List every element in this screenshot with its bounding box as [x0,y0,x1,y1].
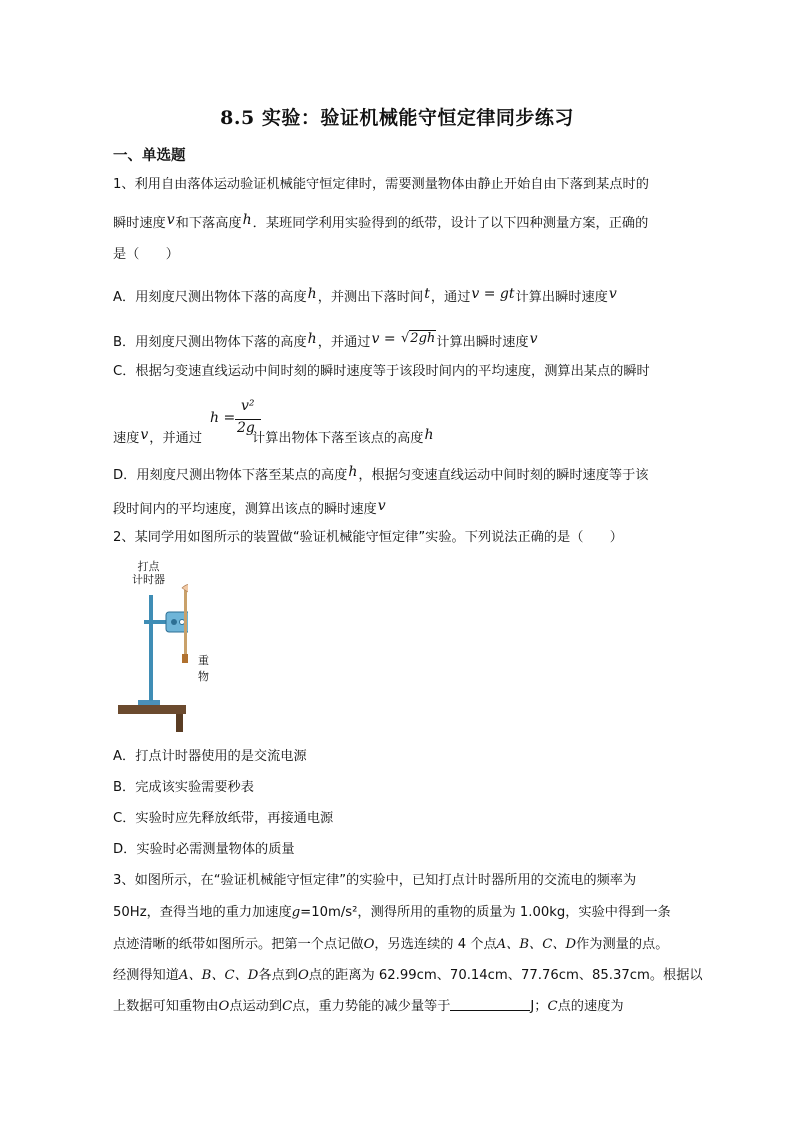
q2-option-c: C．实验时应先释放纸带，再接通电源 [113,811,334,826]
q2-option-d: D．实验时必需测量物体的质量 [113,842,295,857]
q3-line1: 3、如图所示，在“验证机械能守恒定律”的实验中，已知打点计时器所用的交流电的频率为 [113,873,637,888]
timer-label: 打点 计时器 [132,560,165,586]
q1-stem-line2: 瞬时速度v和下落高度h．某班同学利用实验得到的纸带，设计了以下四种测量方案，正确的 [113,212,649,231]
q1-option-a: A．用刻度尺测出物体下落的高度h，并测出下落时间t，通过v = gt计算出瞬时速度v [113,286,617,305]
q3-line4: 经测得知道A、B、C、D各点到O点的距离为 62.99cm、70.14cm、77.76cm、85.37cm。根据以 [113,968,703,983]
q2-stem: 2、某同学用如图所示的装置做“验证机械能守恒定律”实验。下列说法正确的是（ ） [113,530,623,545]
q1-option-d-line1: D．用刻度尺测出物体下落至某点的高度h，根据匀变速直线运动中间时刻的瞬时速度等于该 [113,464,649,483]
q2-option-b: B．完成该实验需要秒表 [113,780,254,795]
q1-option-b: B．用刻度尺测出物体下落的高度h，并通过v = √2gh计算出瞬时速度v [113,331,538,350]
q3-line2: 50Hz，查得当地的重力加速度g=10m/s²，测得所用的重物的质量为 1.00kg，实验中得到一条 [113,905,671,920]
answer-blank[interactable] [450,998,530,1011]
q2-option-a: A．打点计时器使用的是交流电源 [113,749,307,764]
q3-line5: 上数据可知重物由O点运动到C点，重力势能的减少量等于 J；C点的速度为 [113,999,624,1014]
q3-line3: 点迹清晰的纸带如图所示。把第一个点记做O，另选连续的 4 个点A、B、C、D作为测量的点。 [113,937,669,952]
q1-option-c-line2: 速度v，并通过 计算出物体下落至该点的高度h [113,427,434,446]
q1-stem-line1: 1、利用自由落体运动验证机械能守恒定律时，需要测量物体由静止开始自由下落到某点时的 [113,177,649,192]
apparatus-figure [116,560,209,732]
q1-option-d-line2: 段时间内的平均速度，测算出该点的瞬时速度v [113,498,386,517]
sqrt-formula: √2gh [401,331,436,346]
section-heading: 一、单选题 [113,148,186,164]
q1-option-c-line1: C．根据匀变速直线运动中间时刻的瞬时速度等于该段时间内的平均速度，测算出某点的瞬时 [113,364,650,379]
q1-stem-line3: 是（ ） [113,247,179,262]
weight-label: 重物 [198,654,209,683]
fraction-formula: h = v² 2g [207,398,267,442]
page-title: 8.5 实验：验证机械能守恒定律同步练习 [220,107,574,129]
